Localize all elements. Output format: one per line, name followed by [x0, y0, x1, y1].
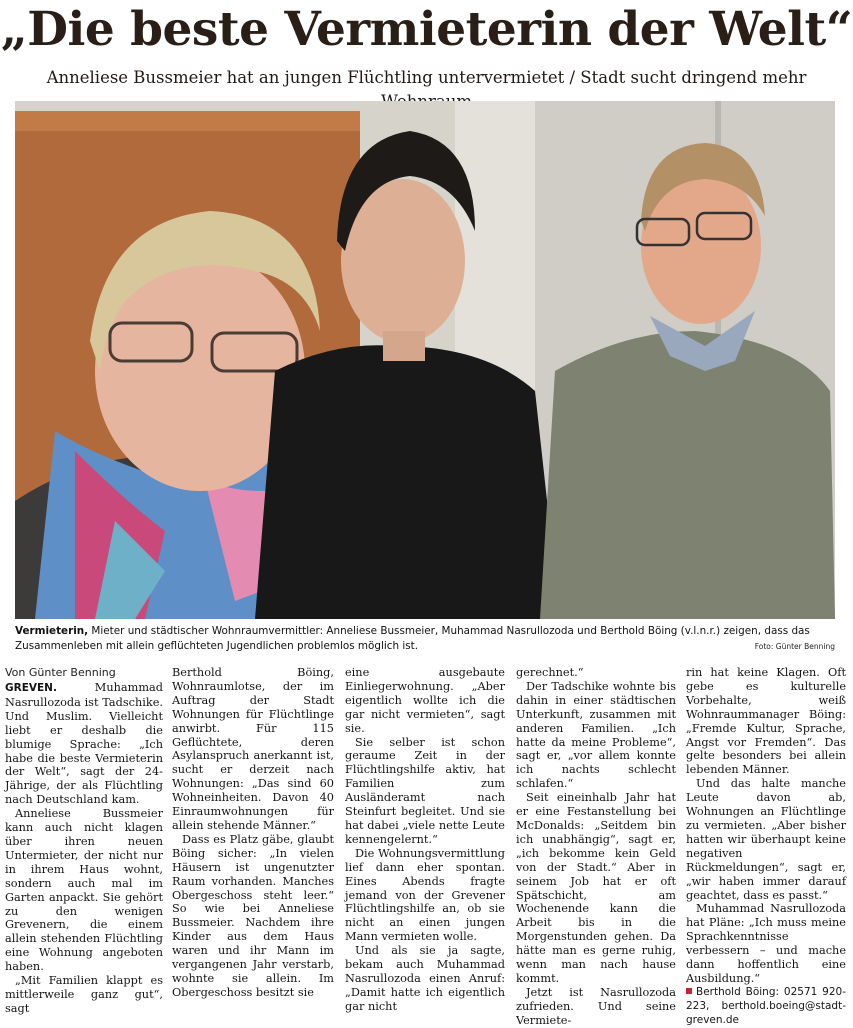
article-column-1	[5, 681, 163, 1015]
col3-p4: Und als sie ja sagte, bekam auch Muhammad Nasrullozoda einen Anruf: „Damit hatte ich eigentlich gar nicht	[345, 944, 505, 1013]
article-column-4	[516, 666, 676, 1027]
col5-p1: rin hat keine Klagen. Oft gebe es kulturelle Vorbehalte, weiß Wohnraummanager Böing: „Fremde Kultur, Sprache, Angst vor Fremden“. Das gelte besonders bei allein lebenden Männer.	[686, 666, 846, 777]
byline: Von Günter Benning	[5, 666, 116, 679]
col5-p3: Muhammad Nasrullozoda hat Pläne: „Ich muss meine Sprachkenntnisse verbessern – und mache dann hoffentlich eine Ausbildung.“	[686, 902, 846, 985]
col4-p1: gerechnet.“	[516, 666, 584, 679]
col2-p1: Berthold Böing, Wohnraumlotse, der im Auftrag der Stadt Wohnungen für Flüchtlinge anwirbt. Für 115 Geflüchtete, deren Asylanspruch anerkannt ist, sucht er derzeit nach Wohnungen: „Das sind 60 Wohneinheiten. Davon 40 Einraumwohnungen für allein stehende Männer.“	[172, 666, 334, 832]
col4-p4: Jetzt ist Nasrullozoda zufrieden. Und seine Vermiete-	[516, 985, 676, 1027]
photo-credit: Foto: Günter Benning	[754, 642, 835, 651]
red-square-icon	[686, 988, 692, 994]
photo-caption	[15, 624, 835, 654]
col4-p2: Der Tadschike wohnte bis dahin in einer städtischen Unterkunft, zusammen mit anderen Familien. „Ich hatte da meine Probleme“, sagt er, „vor allem konnte ich nachts schlecht schlafen.“	[516, 679, 676, 791]
subheadline: Anneliese Bussmeier hat an jungen Flüchtling untervermietet / Stadt sucht dringend mehr	[46, 68, 807, 87]
article-photo	[15, 101, 835, 619]
article-column-2	[172, 666, 334, 999]
col3-p3: Die Wohnungsvermittlung lief dann eher spontan. Eines Abends fragte jemand von der Grevener Flüchtlingshilfe an, ob sie nicht an einen jungen Mann vermieten wolle.	[345, 846, 505, 944]
col3-p2: Sie selber ist schon geraume Zeit in der Flüchtlingshilfe aktiv, hat Familien zum Ausländeramt nach Steinfurt begleitet. Und sie hat dabei „viele nette Leute kennengelernt.“	[345, 735, 505, 846]
article-column-3	[345, 666, 505, 1013]
contact-info	[686, 986, 846, 1028]
article-column-5	[686, 666, 846, 1026]
col1-p3: „Mit Familien klappt es mittlerweile ganz gut“, sagt	[5, 974, 163, 1015]
caption-lead: Vermieterin,	[15, 625, 89, 637]
headline: „Die beste Vermieterin der Welt“	[0, 2, 853, 57]
dateline: GREVEN.	[5, 682, 57, 694]
caption-text: Mieter und städtischer Wohnraumvermittler: Anneliese Bussmeier, Muhammad Nasrullozoda und Berthold Böing (v.l.n.r.) zeigen, dass das Zusammenleben mit allein geflüchteten Jugendlichen problemlos möglich ist.	[15, 625, 810, 652]
col1-p2: Anneliese Bussmeier kann auch nicht klagen über ihren neuen Untermieter, der nicht nur in ihrem Haus wohnt, sondern auch mal im Garten anpackt. Sie gehört zu den wenigen Grevenern, die einem allein stehenden Flüchtling eine Wohnung angeboten haben.	[5, 807, 163, 974]
col4-p3: Seit eineinhalb Jahr hat er eine Festanstellung bei McDonalds: „Seitdem bin ich unabhängig“, sagt er, „ich bekomme kein Geld von der Stadt.“ Aber in seinem Job hat er oft Spätschicht, am Wochenende kann die Arbeit bis in die Morgenstunden gehen. Da hätte man es gerne ruhig, wenn man nach hause kommt.	[516, 791, 676, 985]
contact-text: Berthold Böing: 02571 920-223, berthold.boeing@stadt-greven.de	[686, 985, 846, 1026]
col1-p1: Muhammad Nasrullozoda ist Tadschike. Und Muslim. Vielleicht liebt er deshalb die blumige Sprache: „Ich habe die beste Vermieterin der Welt“, sagt der 24-Jährige, der als Flüchtling nach Deutschland kam.	[5, 681, 163, 807]
col3-p1: eine ausgebaute Einliegerwohnung. „Aber eigentlich wollte ich die gar nicht vermieten“, sagt sie.	[345, 666, 505, 735]
col5-p2: Und das halte manche Leute davon ab, Wohnungen an Flüchtlinge zu vermieten. „Aber bisher hatten wir überhaupt keine negativen Rückmeldungen“, sagt er, „wir haben immer darauf geachtet, dass es passt.“	[686, 777, 846, 902]
col2-p2: Dass es Platz gäbe, glaubt Böing sicher: „In vielen Häusern ist ungenutzter Raum vorhanden. Manches Obergeschoss steht leer.“ So wie bei Anneliese Bussmeier. Nachdem ihre Kinder aus dem Haus waren und ihr Mann im vergangenen Jahr verstarb, wohnte sie allein. Im Obergeschoss besitzt sie	[172, 832, 334, 999]
